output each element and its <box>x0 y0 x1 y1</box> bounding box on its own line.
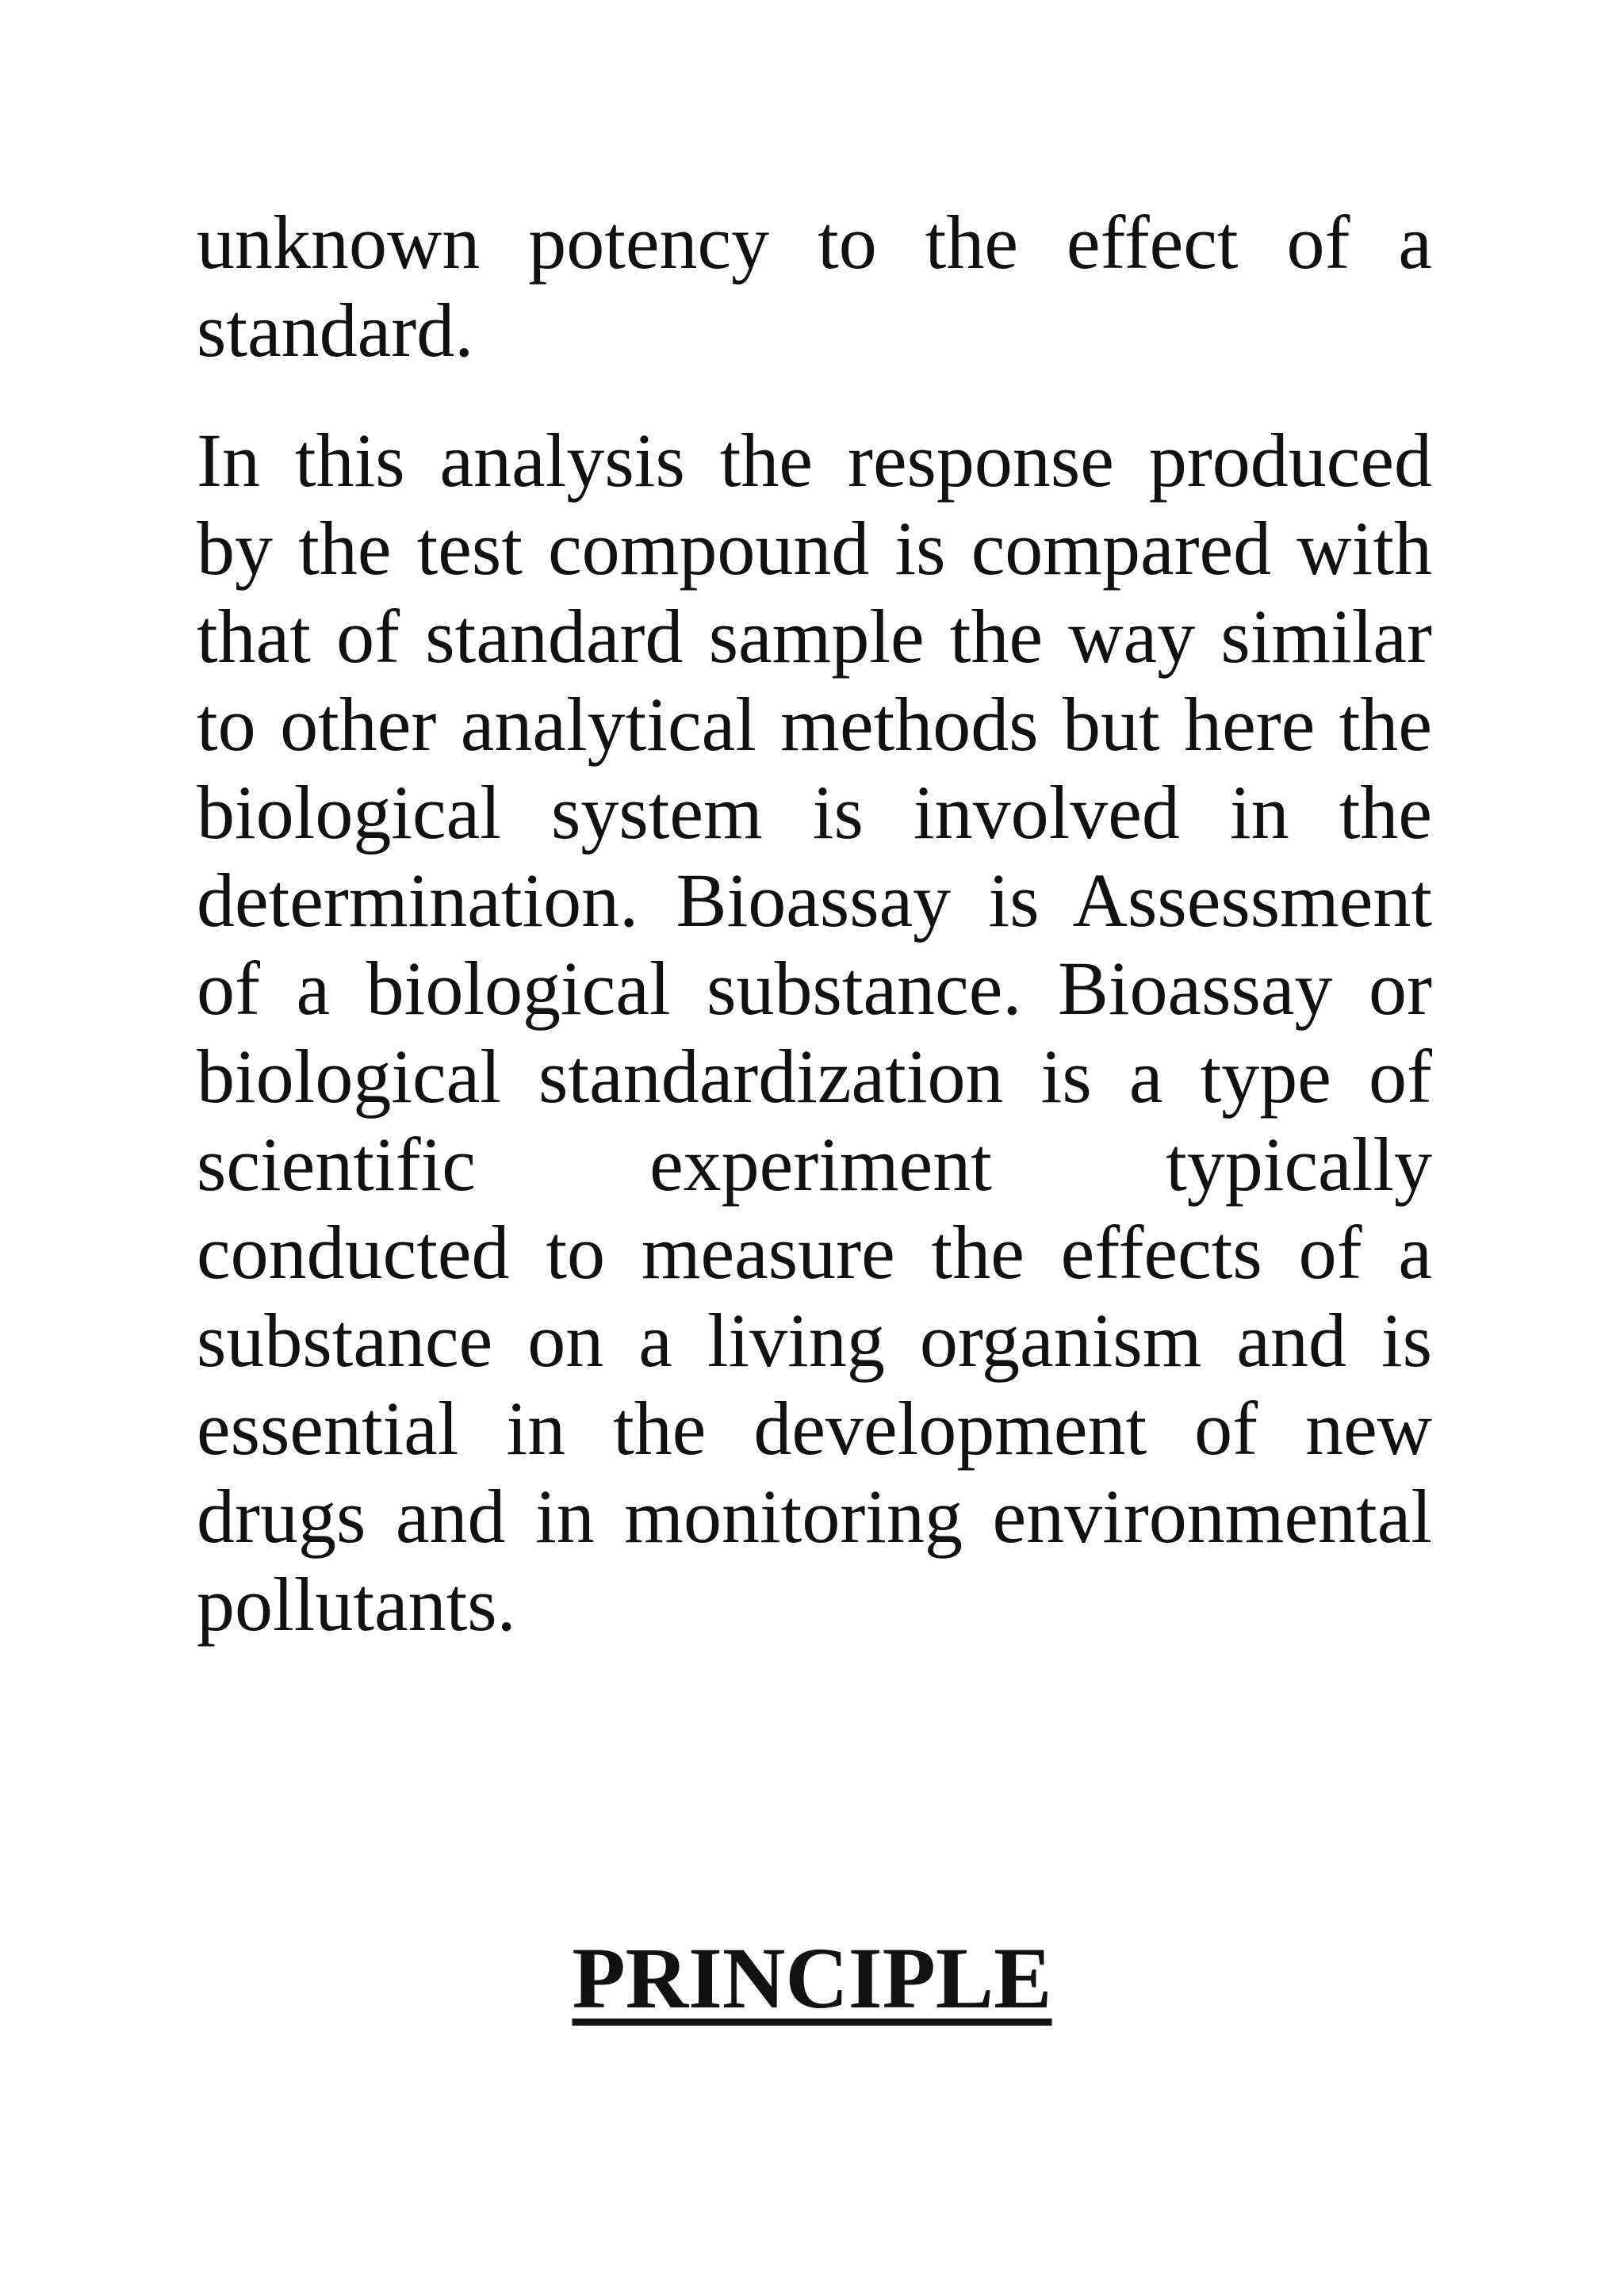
paragraph-bioassay-definition <box>197 416 1432 1648</box>
text-line: drugs and in monitoring environmental <box>197 1474 1432 1559</box>
text-line: conducted to measure the effects of a <box>197 1210 1432 1295</box>
section-heading <box>0 1927 1624 2030</box>
text-line: pollutants. <box>197 1562 516 1647</box>
paragraph-continuation <box>197 198 1432 374</box>
text-line: unknown potency to the effect of a <box>197 200 1432 285</box>
text-line: determination. Bioassay is Assessment <box>197 858 1432 943</box>
text-line: scientific experiment typically <box>197 1122 1432 1207</box>
text-line: substance on a living organism and is <box>197 1298 1432 1383</box>
text-line: that of standard sample the way similar <box>197 594 1432 679</box>
text-line: standard. <box>197 288 474 373</box>
text-line: In this analysis the response produced <box>197 418 1432 503</box>
text-line: by the test compound is compared with <box>197 506 1432 591</box>
section-heading-text: PRINCIPLE <box>572 1930 1052 2026</box>
text-line: essential in the development of new <box>197 1386 1432 1471</box>
text-line: biological system is involved in the <box>197 770 1432 855</box>
text-line: biological standardization is a type of <box>197 1034 1432 1119</box>
text-line: of a biological substance. Bioassay or <box>197 946 1432 1031</box>
text-line: to other analytical methods but here the <box>197 682 1432 767</box>
